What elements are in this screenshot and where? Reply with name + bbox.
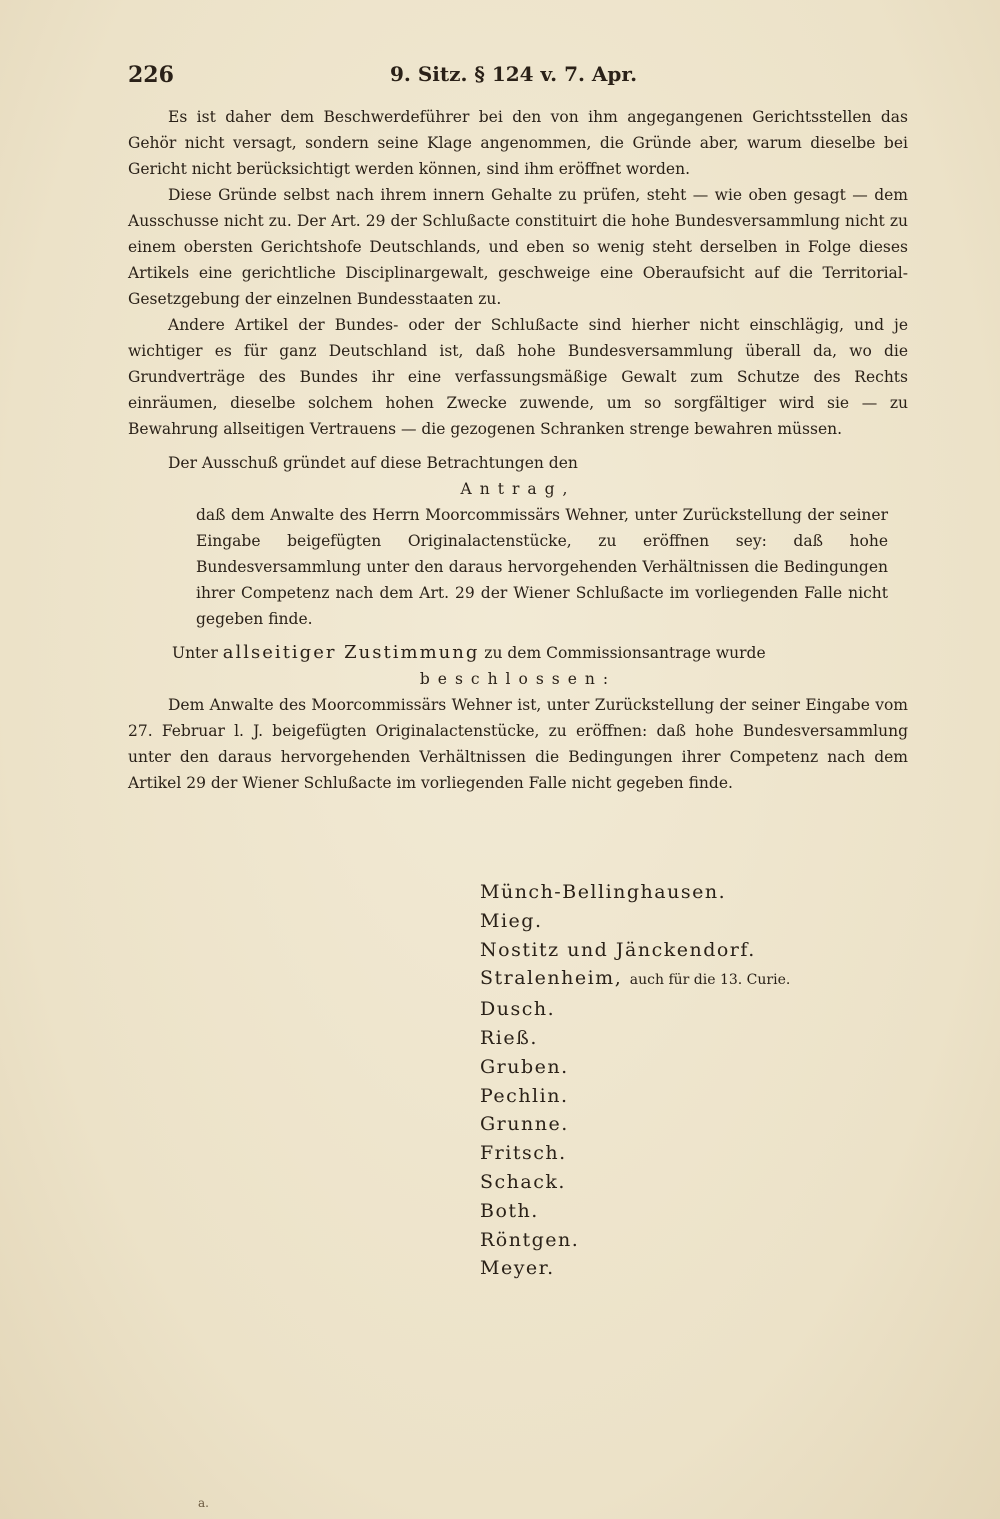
resolution-text: Dem Anwalte des Moorcommissärs Wehner ist, unter Zurückstellung der seiner Eingabe vom 27. Februar l. J. beigefügten Originalactenstücke, zu eröffnen: daß hohe Bundesversammlung unter den daraus hervorgehenden Verhältnissen die Bedingungen ihrer Competenz nach dem Artikel 29 der Wiener Schlußacte im vorliegenden Falle nicht gegeben finde. <box>128 696 908 792</box>
page-number: 226 <box>128 62 174 88</box>
signature-line <box>480 1254 900 1283</box>
signature-name: Pechlin. <box>480 1084 569 1107</box>
paragraph-2: Diese Gründe selbst nach ihrem innern Gehalte zu prüfen, steht — wie oben gesagt — dem Ausschusse nicht zu. Der Art. 29 der Schlußacte constituirt die hohe Bundesversammlung nicht zu einem obersten Gerichtshofe Deutschlands, und eben so wenig steht derselben in Folge dieses Artikels eine gerichtliche Disciplinargewalt, geschweige eine Oberaufsicht auf die Territorial-Gesetzgebung der einzelnen Bundesstaaten zu. <box>128 186 908 308</box>
body-text <box>128 104 908 796</box>
paragraph-1: Es ist daher dem Beschwerdeführer bei den von ihm angegangenen Gerichtsstellen das Gehör nicht versagt, sondern seine Klage angenommen, die Gründe aber, warum dieselbe bei Gericht nicht berücksichtigt werden können, sind ihm eröffnet worden. <box>128 108 908 178</box>
beschlossen-heading: beschlossen: <box>419 670 617 688</box>
signature-list <box>480 878 900 1283</box>
paragraph-5 <box>128 640 908 666</box>
signature-line <box>480 1053 900 1082</box>
signature-line <box>480 1139 900 1168</box>
page-header <box>128 62 908 92</box>
antrag-heading: Antrag, <box>460 480 576 498</box>
signature-line <box>480 1110 900 1139</box>
signature-line <box>480 1197 900 1226</box>
signature-line <box>480 1082 900 1111</box>
signature-note: auch für die 13. Curie. <box>629 972 791 989</box>
paragraph-3: Andere Artikel der Bundes- oder der Schlußacte sind hierher nicht einschlägig, und je wichtiger es für ganz Deutschland ist, daß hohe Bundesversammlung überall da, wo die Grundverträge des Bundes ihr eine verfassungsmäßige Gewalt zum Schutze des Rechts einräumen, dieselbe solchem hohen Zwecke zuwende, um so sorgfältiger wird sie — zu Bewahrung allseitigen Vertrauens — die gezogenen Schranken strenge bewahren müssen. <box>128 316 908 438</box>
signature-line <box>480 995 900 1024</box>
paragraph-4: Der Ausschuß gründet auf diese Betrachtungen den <box>168 454 578 472</box>
signature-line <box>480 964 900 995</box>
signature-name: Röntgen. <box>480 1228 580 1251</box>
signature-name: Schack. <box>480 1170 566 1193</box>
signature-name: Rieß. <box>480 1026 538 1049</box>
signature-line <box>480 1226 900 1255</box>
signature-line <box>480 1024 900 1053</box>
running-head: 9. Sitz. § 124 v. 7. Apr. <box>390 62 638 86</box>
signature-line <box>480 936 900 965</box>
signature-name: Dusch. <box>480 998 556 1021</box>
signature-line <box>480 878 900 907</box>
signature-name: Gruben. <box>480 1055 569 1078</box>
signature-name: Nostitz und Jänckendorf. <box>480 938 756 961</box>
signature-name: Fritsch. <box>480 1142 567 1165</box>
signature-line <box>480 1168 900 1197</box>
signature-name: Grunne. <box>480 1113 569 1136</box>
motion-text: daß dem Anwalte des Herrn Moorcommissärs Wehner, unter Zurückstellung der seiner Eingabe beigefügten Originalactenstücke, zu eröffnen sey: daß hohe Bundesversammlung unter den daraus hervorgehenden Verhältnissen die Bedingungen ihrer Competenz nach dem Art. 29 der Wiener Schlußacte im vorliegenden Falle nicht gegeben finde. <box>196 506 888 628</box>
footer-mark: a. <box>198 1496 209 1510</box>
signature-name: Stralenheim, <box>480 967 623 990</box>
signature-line <box>480 907 900 936</box>
signature-name: Münch-Bellinghausen. <box>480 881 727 903</box>
unanimous-phrase: allseitiger Zustimmung <box>222 642 480 663</box>
paragraph-5-end: zu dem Commissionsantrage wurde <box>484 644 766 662</box>
signature-name: Both. <box>480 1199 539 1222</box>
paragraph-5-start: Unter <box>172 644 218 662</box>
signature-name: Meyer. <box>480 1257 555 1280</box>
signature-name: Mieg. <box>480 909 543 932</box>
